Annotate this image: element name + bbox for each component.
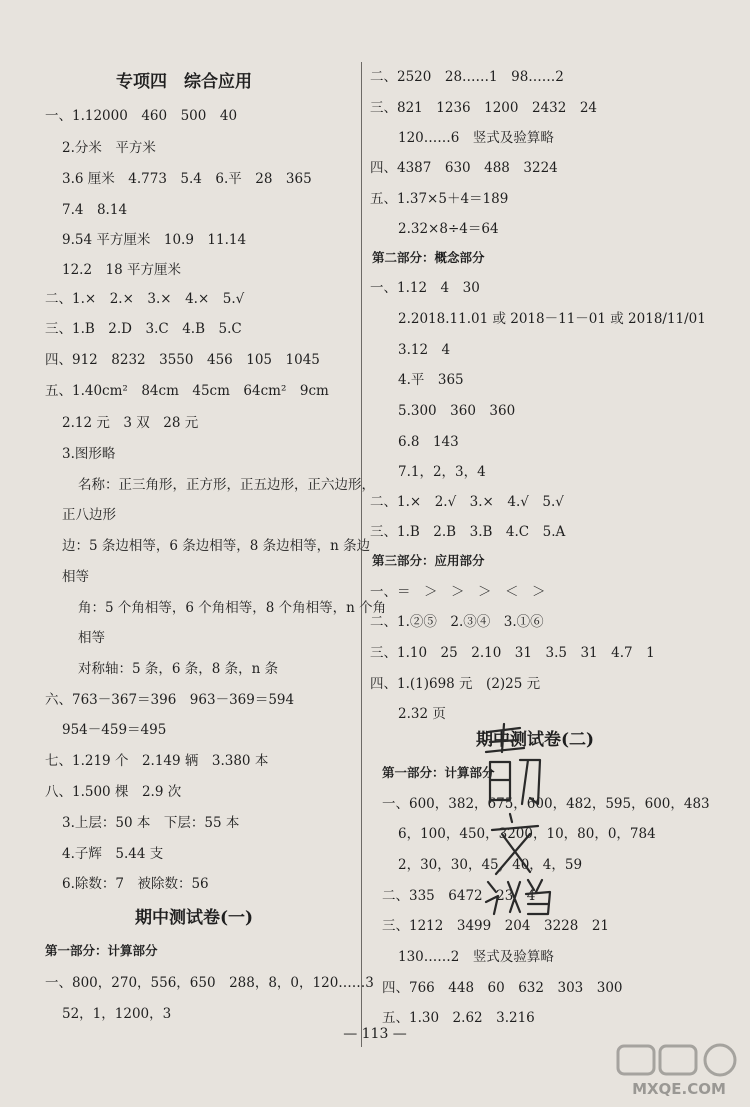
answer-line: 二、335 6472 23 4 (382, 888, 536, 904)
answer-line: 一、＝ ＞ ＞ ＞ ＜ ＞ (370, 584, 546, 600)
answer-line: 名称：正三角形，正方形，正五边形，正六边形， (78, 477, 375, 493)
answer-line: 一、600，382，675，600，482，595，600，483 (382, 796, 710, 812)
answer-line: 三、1.B 2.D 3.C 4.B 5.C (45, 321, 242, 337)
answer-line: 6.除数：7 被除数：56 (62, 876, 209, 892)
answer-line: 五、1.37×5＋4＝189 (370, 191, 509, 207)
answer-line: 2.2018.11.01 或 2018－11－01 或 2018/11/01 (398, 311, 706, 327)
answer-line: 相等 (78, 630, 105, 646)
answer-line: 12.2 18 平方厘米 (62, 262, 182, 278)
page-number: — 113 — (343, 1026, 407, 1042)
answer-line: 角：5 个角相等，6 个角相等，8 个角相等，n 个角 (78, 600, 387, 616)
answer-line: 2.分米 平方米 (62, 140, 156, 156)
handwriting-scribble (480, 722, 560, 917)
answer-line: 4.子辉 5.44 支 (62, 846, 164, 862)
site-watermark-logo (614, 1042, 744, 1100)
answer-line: 3.上层：50 本 下层：55 本 (62, 815, 240, 831)
answer-line: 954－459＝495 (62, 722, 167, 738)
watermark-text: MXQE.COM (632, 1080, 726, 1098)
answer-line: 二、1.× 2.√ 3.× 4.√ 5.√ (370, 494, 564, 510)
answer-line: 2，30，30，45，40，4，59 (398, 857, 583, 873)
answer-line: 6，100，450，3200，10，80，0，784 (398, 826, 656, 842)
answer-line: 八、1.500 棵 2.9 次 (45, 784, 182, 800)
section-heading: 期中测试卷(一) (135, 908, 254, 928)
answer-line: 对称轴：5 条，6 条，8 条，n 条 (78, 661, 279, 677)
answer-line: 正八边形 (62, 507, 116, 523)
answer-line: 五、1.40cm² 84cm 45cm 64cm² 9cm (45, 383, 329, 399)
answer-line: 四、4387 630 488 3224 (370, 160, 558, 176)
answer-line: 四、1.(1)698 元 (2)25 元 (370, 676, 541, 692)
section-heading: 期中测试卷(二) (476, 730, 595, 750)
answer-line: 130……2 竖式及验算略 (398, 949, 554, 965)
answer-line: 三、1212 3499 204 3228 21 (382, 918, 610, 934)
subsection-heading: 第一部分：计算部分 (382, 765, 495, 780)
answer-line: 5.300 360 360 (398, 403, 516, 419)
answer-line: 2.32 页 (398, 706, 446, 722)
answer-line: 一、800，270，556，650 288，8，0，120……3 (45, 975, 374, 991)
answer-line: 2.32×8÷4＝64 (398, 221, 499, 237)
answer-line: 七、1.219 个 2.149 辆 3.380 本 (45, 753, 269, 769)
answer-line: 120……6 竖式及验算略 (398, 130, 554, 146)
answer-line: 相等 (62, 569, 89, 585)
answer-line: 二、2520 28……1 98……2 (370, 69, 564, 85)
answer-line: 9.54 平方厘米 10.9 11.14 (62, 232, 247, 248)
answer-line: 52，1，1200，3 (62, 1006, 172, 1022)
answer-line: 7.4 8.14 (62, 202, 128, 218)
answer-line: 一、1.12 4 30 (370, 280, 480, 296)
answer-line: 二、1.②⑤ 2.③④ 3.①⑥ (370, 614, 544, 630)
subsection-heading: 第三部分：应用部分 (372, 553, 485, 568)
answer-line: 3.图形略 (62, 446, 116, 462)
section-heading: 专项四 综合应用 (116, 72, 252, 92)
answer-line: 3.6 厘米 4.773 5.4 6.平 28 365 (62, 171, 312, 187)
answer-line: 三、1.B 2.B 3.B 4.C 5.A (370, 524, 566, 540)
answer-line: 五、1.30 2.62 3.216 (382, 1010, 535, 1026)
answer-line: 三、1.10 25 2.10 31 3.5 31 4.7 1 (370, 645, 655, 661)
answer-line: 4.平 365 (398, 372, 464, 388)
subsection-heading: 第二部分：概念部分 (372, 250, 485, 265)
answer-line: 2.12 元 3 双 28 元 (62, 415, 199, 431)
column-divider (361, 62, 362, 1047)
answer-line: 三、821 1236 1200 2432 24 (370, 100, 598, 116)
answer-line: 3.12 4 (398, 342, 451, 358)
answer-line: 6.8 143 (398, 434, 459, 450)
answer-line: 四、766 448 60 632 303 300 (382, 980, 623, 996)
answer-line: 二、1.× 2.× 3.× 4.× 5.√ (45, 291, 245, 307)
subsection-heading: 第一部分：计算部分 (45, 943, 158, 958)
answer-line: 四、912 8232 3550 456 105 1045 (45, 352, 320, 368)
answer-line: 7.1，2，3，4 (398, 464, 486, 480)
answer-line: 一、1.12000 460 500 40 (45, 108, 238, 124)
answer-line: 边：5 条边相等，6 条边相等，8 条边相等，n 条边 (62, 538, 371, 554)
answer-line: 六、763－367＝396 963－369＝594 (45, 692, 295, 708)
